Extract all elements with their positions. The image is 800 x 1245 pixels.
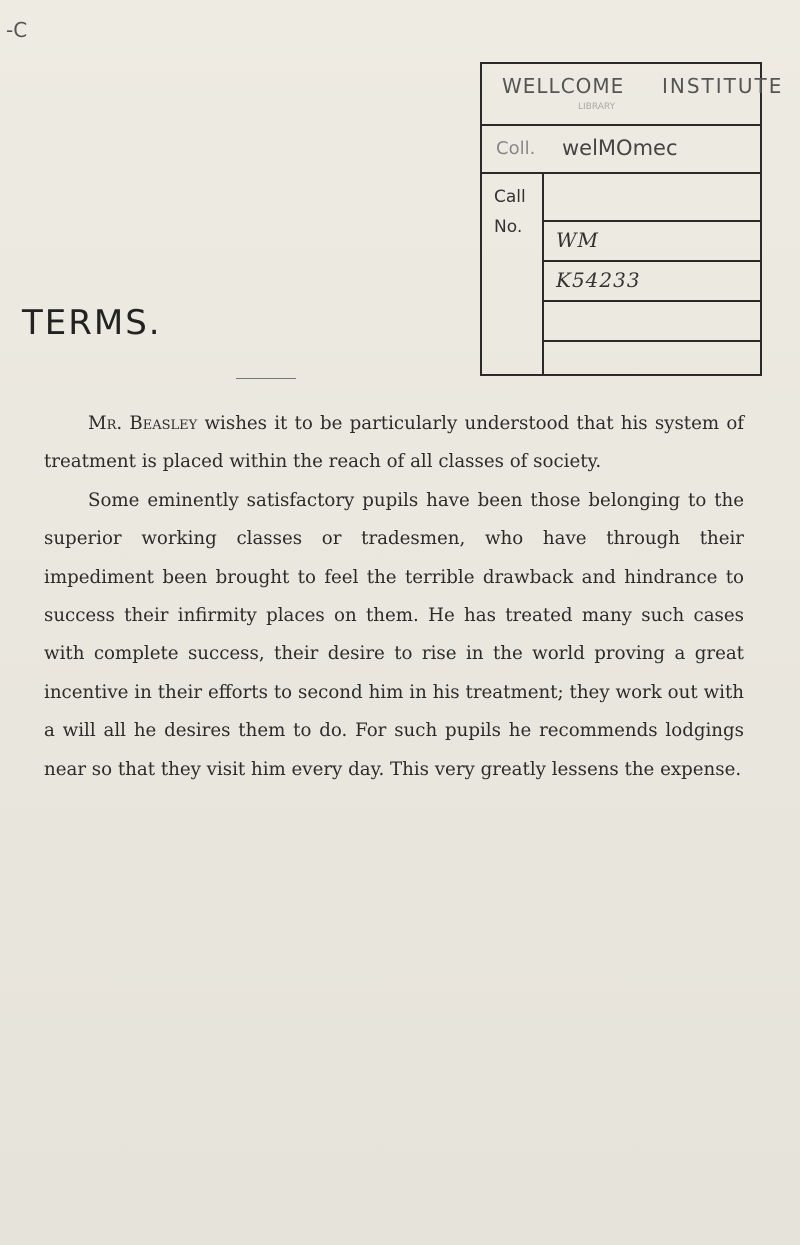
- label-row-rule: [542, 300, 762, 302]
- paragraph-1: [44, 405, 744, 482]
- label-row-value: K54233: [556, 268, 641, 292]
- paragraph-2: Some eminently satisfactory pupils have been those belonging to the superior working classes or tradesmen, who have through their impediment been brought to feel the terrible drawback and hindrance to success their infirmity places on them. He has treated many such cases with complete success, their desire to rise in the world proving a great incentive in their efforts to second him in his treatment; they work out with a will all he desires them to do. For such pupils he recommends lodgings near so that they visit him every day. This very greatly lessens the expense.: [44, 489, 744, 780]
- body-text: [44, 405, 744, 789]
- label-header-sub: LIBRARY: [578, 102, 616, 112]
- label-divider: [542, 174, 545, 374]
- label-call-text: Call: [494, 187, 526, 207]
- paragraph-1-text: wishes it to be particularly understood that his system of treatment is placed within the reach of all classes of society.: [44, 413, 744, 473]
- label-coll-label: Coll.: [496, 138, 536, 159]
- label-coll-value: welMOmec: [562, 136, 678, 160]
- label-header-right: INSTITUTE: [662, 74, 784, 98]
- label-header: [482, 64, 784, 126]
- heading-rule: [236, 378, 296, 379]
- person-name: Mr. Beasley: [88, 413, 198, 434]
- label-header-left: WELLCOME: [502, 74, 625, 98]
- label-row-rule: [542, 220, 762, 222]
- label-coll-row: [482, 126, 760, 174]
- label-row-rule: [542, 260, 762, 262]
- label-row-rule: [542, 340, 762, 342]
- label-no-text: No.: [494, 217, 523, 237]
- label-row-value: WM: [556, 228, 600, 252]
- library-label: [480, 62, 784, 376]
- label-call-no: [494, 182, 526, 242]
- corner-mark: -C: [6, 18, 28, 42]
- terms-heading: TERMS.: [22, 303, 162, 343]
